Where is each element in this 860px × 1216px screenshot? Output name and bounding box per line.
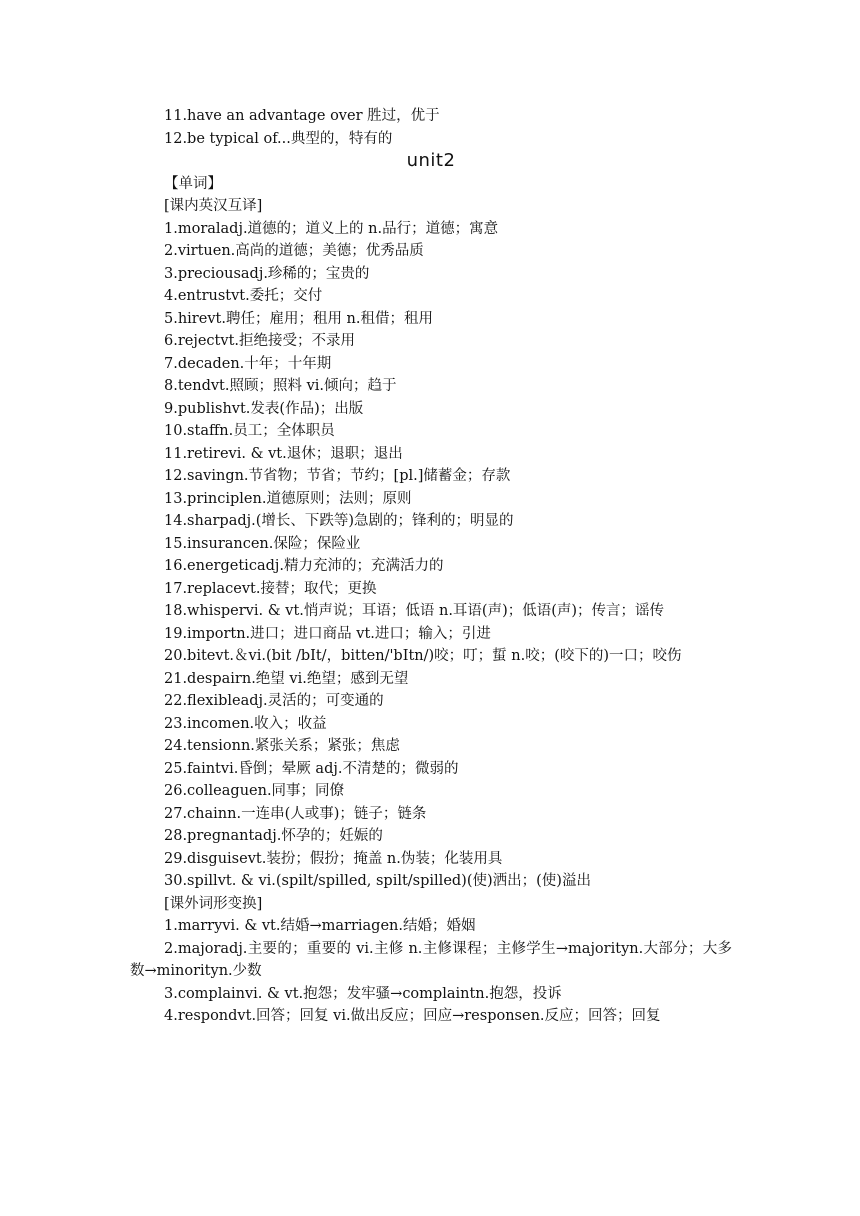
vocab-item: 6.rejectvt.拒绝接受；不录用 [164,333,355,349]
vocab-item: 29.disguisevt.装扮；假扮；掩盖 n.伪装；化装用具 [164,850,503,867]
vocab-item: 12.savingn.节省物；节省；节约；[pl.]储蓄金；存款 [164,468,511,484]
section-heading: 【单词】 [164,175,222,192]
transform-item: 2.majoradj.主要的；重要的 vi.主修 n.主修课程；主修学生→majorityn.大部分；大多数→minorityn.少数 [130,940,732,979]
vocab-item: 25.faintvi.昏倒；晕厥 adj.不清楚的；微弱的 [164,760,459,777]
vocab-item: 17.replacevt.接替；取代；更换 [164,580,377,597]
vocab-item: 23.incomen.收入；收益 [164,715,327,732]
vocab-item: 26.colleaguen.同事；同僚 [164,783,345,799]
sub-heading-vocab: [课内英汉互译] [164,198,263,214]
document-body [130,105,732,1028]
vocab-item: 21.despairn.绝望 vi.绝望；感到无望 [164,670,409,687]
vocab-item: 14.sharpadj.(增长、下跌等)急剧的；锋利的；明显的 [164,513,514,529]
vocab-item: 28.pregnantadj.怀孕的；妊娠的 [164,828,383,844]
transform-item: 4.respondvt.回答；回复 vi.做出反应；回应→responsen.反应；回答；回复 [164,1008,661,1024]
vocab-item: 20.bitevt.＆vi.(bit /bIt/，bitten/'bItn/)咬；叮；蜇 n.咬；(咬下的)一口；咬伤 [164,648,682,664]
vocab-item: 27.chainn.一连串(人或事)；链子；链条 [164,805,427,822]
vocab-item: 30.spillvt. & vi.(spilt/spilled, spilt/spilled)(使)洒出；(使)溢出 [164,873,591,889]
vocab-item: 7.decaden.十年；十年期 [164,355,332,372]
sub-heading-transforms: [课外词形变换] [164,895,263,912]
vocab-item: 1.moraladj.道德的；道义上的 n.品行；道德；寓意 [164,220,499,237]
phrase-item: 11.have an advantage over 胜过，优于 [164,108,440,124]
vocab-item: 2.virtuen.高尚的道德；美德；优秀品质 [164,243,424,259]
vocab-item: 22.flexibleadj.灵活的；可变通的 [164,693,384,709]
phrase-item: 12.be typical of...典型的，特有的 [164,130,393,147]
transform-item: 1.marryvi. & vt.结婚→marriagen.结婚；婚姻 [164,918,476,934]
vocab-item: 9.publishvt.发表(作品)；出版 [164,400,364,417]
vocab-item: 24.tensionn.紧张关系；紧张；焦虑 [164,738,400,754]
unit-title: unit2 [406,150,456,171]
vocab-item: 11.retirevi. & vt.退休；退职；退出 [164,445,403,462]
vocab-item: 8.tendvt.照顾；照料 vi.倾向；趋于 [164,378,397,394]
vocab-item: 3.preciousadj.珍稀的；宝贵的 [164,265,370,282]
vocab-item: 15.insurancen.保险；保险业 [164,535,361,552]
vocab-item: 13.principlen.道德原则；法则；原则 [164,490,412,507]
vocab-item: 4.entrustvt.委托；交付 [164,288,323,304]
vocab-item: 18.whispervi. & vt.悄声说；耳语；低语 n.耳语(声)；低语(声)；传言；谣传 [164,603,665,619]
vocab-item: 5.hirevt.聘任；雇用；租用 n.租借；租用 [164,310,434,327]
vocab-item: 10.staffn.员工；全体职员 [164,423,335,439]
vocab-item: 19.importn.进口；进口商品 vt.进口；输入；引进 [164,625,491,642]
vocab-item: 16.energeticadj.精力充沛的；充满活力的 [164,558,444,574]
transform-item: 3.complainvi. & vt.抱怨；发牢骚→complaintn.抱怨，投诉 [164,985,562,1002]
